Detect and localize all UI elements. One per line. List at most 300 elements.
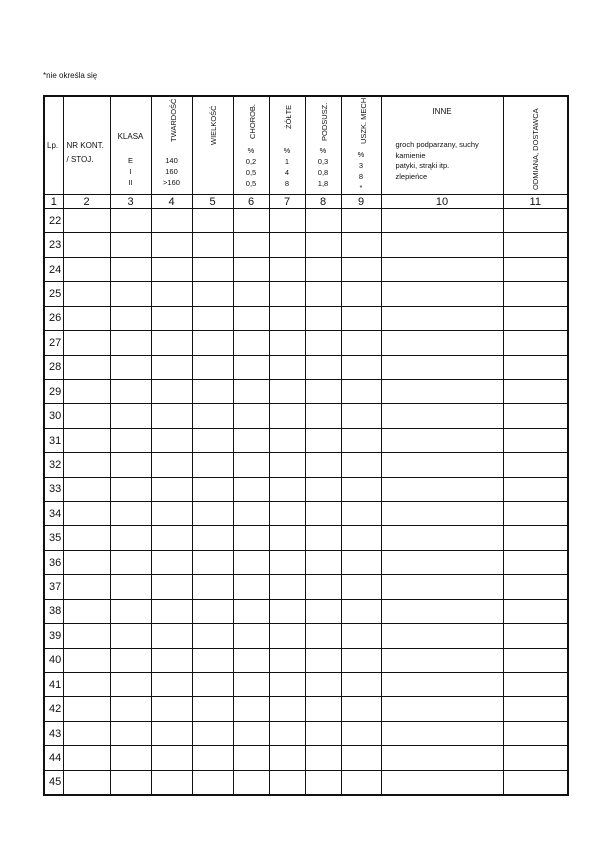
entry-cell[interactable]: [192, 306, 233, 330]
entry-cell[interactable]: [151, 306, 192, 330]
entry-cell[interactable]: [341, 697, 381, 721]
entry-cell[interactable]: [305, 331, 341, 355]
entry-cell[interactable]: [233, 770, 269, 795]
entry-cell[interactable]: [503, 355, 568, 379]
entry-cell[interactable]: [151, 648, 192, 672]
entry-cell[interactable]: [381, 209, 503, 233]
column-number: 3: [110, 195, 151, 209]
entry-cell[interactable]: [305, 257, 341, 281]
entry-cell[interactable]: [233, 648, 269, 672]
entry-cell[interactable]: [381, 379, 503, 403]
entry-cell[interactable]: [341, 575, 381, 599]
entry-cell[interactable]: [341, 453, 381, 477]
entry-cell[interactable]: [63, 575, 110, 599]
chorob-value: %: [247, 146, 255, 155]
entry-cell[interactable]: [381, 550, 503, 574]
entry-cell[interactable]: [381, 477, 503, 501]
header-klasa: [110, 96, 151, 195]
header-nr-kont: [63, 96, 110, 195]
entry-cell[interactable]: [269, 453, 305, 477]
entry-cell[interactable]: [341, 404, 381, 428]
row-number: 30: [44, 404, 63, 428]
entry-cell[interactable]: [305, 453, 341, 477]
entry-cell[interactable]: [110, 746, 151, 770]
entry-cell[interactable]: [151, 746, 192, 770]
uszk-value: *: [359, 183, 363, 192]
entry-cell[interactable]: [269, 648, 305, 672]
entry-cell[interactable]: [63, 770, 110, 795]
header-odmiana-label: ODMIANA, DOSTAWCA: [530, 108, 540, 190]
entry-cell[interactable]: [305, 697, 341, 721]
entry-cell[interactable]: [233, 697, 269, 721]
entry-cell[interactable]: [269, 673, 305, 697]
entry-cell[interactable]: [269, 233, 305, 257]
entry-cell[interactable]: [192, 550, 233, 574]
table-row: [44, 331, 568, 355]
entry-cell[interactable]: [269, 526, 305, 550]
entry-cell[interactable]: [192, 233, 233, 257]
entry-cell[interactable]: [192, 770, 233, 795]
entry-cell[interactable]: [269, 209, 305, 233]
entry-cell[interactable]: [305, 306, 341, 330]
entry-cell[interactable]: [63, 648, 110, 672]
entry-cell[interactable]: [63, 599, 110, 623]
column-number: 9: [341, 195, 381, 209]
row-number: 44: [44, 746, 63, 770]
entry-cell[interactable]: [233, 453, 269, 477]
inne-line: groch podparzany, suchy: [395, 140, 479, 149]
entry-cell[interactable]: [192, 526, 233, 550]
entry-cell[interactable]: [233, 428, 269, 452]
entry-cell[interactable]: [233, 306, 269, 330]
entry-cell[interactable]: [63, 746, 110, 770]
entry-cell[interactable]: [192, 453, 233, 477]
entry-cell[interactable]: [381, 282, 503, 306]
entry-cell[interactable]: [269, 477, 305, 501]
entry-cell[interactable]: [503, 257, 568, 281]
entry-cell[interactable]: [151, 379, 192, 403]
entry-cell[interactable]: [110, 404, 151, 428]
entry-cell[interactable]: [110, 550, 151, 574]
entry-cell[interactable]: [110, 257, 151, 281]
entry-cell[interactable]: [381, 673, 503, 697]
entry-cell[interactable]: [151, 721, 192, 745]
entry-cell[interactable]: [503, 233, 568, 257]
entry-cell[interactable]: [269, 770, 305, 795]
entry-cell[interactable]: [305, 599, 341, 623]
entry-cell[interactable]: [269, 331, 305, 355]
entry-cell[interactable]: [341, 428, 381, 452]
table-row: [44, 257, 568, 281]
entry-cell[interactable]: [151, 502, 192, 526]
entry-cell[interactable]: [503, 575, 568, 599]
entry-cell[interactable]: [305, 624, 341, 648]
entry-cell[interactable]: [110, 233, 151, 257]
entry-cell[interactable]: [110, 599, 151, 623]
entry-cell[interactable]: [269, 550, 305, 574]
entry-cell[interactable]: [63, 721, 110, 745]
entry-cell[interactable]: [341, 477, 381, 501]
entry-cell[interactable]: [63, 502, 110, 526]
entry-cell[interactable]: [63, 624, 110, 648]
entry-cell[interactable]: [110, 355, 151, 379]
entry-cell[interactable]: [503, 599, 568, 623]
entry-cell[interactable]: [341, 721, 381, 745]
entry-cell[interactable]: [110, 624, 151, 648]
entry-cell[interactable]: [192, 282, 233, 306]
entry-cell[interactable]: [305, 477, 341, 501]
entry-cell[interactable]: [110, 453, 151, 477]
entry-cell[interactable]: [233, 599, 269, 623]
entry-cell[interactable]: [110, 209, 151, 233]
row-number: 33: [44, 477, 63, 501]
table-row: [44, 282, 568, 306]
entry-cell[interactable]: [305, 550, 341, 574]
entry-cell[interactable]: [63, 673, 110, 697]
entry-cell[interactable]: [233, 404, 269, 428]
entry-cell[interactable]: [381, 306, 503, 330]
entry-cell[interactable]: [341, 379, 381, 403]
entry-cell[interactable]: [63, 453, 110, 477]
entry-cell[interactable]: [503, 721, 568, 745]
entry-cell[interactable]: [503, 770, 568, 795]
entry-cell[interactable]: [63, 526, 110, 550]
entry-cell[interactable]: [305, 575, 341, 599]
entry-cell[interactable]: [63, 209, 110, 233]
entry-cell[interactable]: [63, 257, 110, 281]
table-row: [44, 721, 568, 745]
entry-cell[interactable]: [233, 477, 269, 501]
entry-cell[interactable]: [63, 428, 110, 452]
row-number: 38: [44, 599, 63, 623]
header-podsusz: [305, 96, 341, 195]
entry-cell[interactable]: [63, 477, 110, 501]
entry-cell[interactable]: [192, 331, 233, 355]
entry-cell[interactable]: [233, 526, 269, 550]
entry-cell[interactable]: [503, 697, 568, 721]
entry-cell[interactable]: [233, 721, 269, 745]
entry-cell[interactable]: [192, 379, 233, 403]
entry-cell[interactable]: [341, 257, 381, 281]
entry-cell[interactable]: [192, 721, 233, 745]
row-number: 23: [44, 233, 63, 257]
entry-cell[interactable]: [341, 770, 381, 795]
entry-cell[interactable]: [305, 648, 341, 672]
entry-cell[interactable]: [151, 453, 192, 477]
entry-cell[interactable]: [151, 233, 192, 257]
entry-cell[interactable]: [233, 575, 269, 599]
row-number: 29: [44, 379, 63, 403]
row-number: 22: [44, 209, 63, 233]
entry-cell[interactable]: [151, 697, 192, 721]
row-number: 34: [44, 502, 63, 526]
entry-cell[interactable]: [110, 282, 151, 306]
entry-cell[interactable]: [305, 233, 341, 257]
entry-cell[interactable]: [63, 331, 110, 355]
entry-cell[interactable]: [63, 282, 110, 306]
table-row: [44, 697, 568, 721]
entry-cell[interactable]: [63, 550, 110, 574]
entry-cell[interactable]: [341, 673, 381, 697]
entry-cell[interactable]: [341, 526, 381, 550]
entry-cell[interactable]: [305, 404, 341, 428]
entry-cell[interactable]: [192, 209, 233, 233]
podsusz-value: 0,8: [317, 168, 329, 177]
entry-cell[interactable]: [341, 355, 381, 379]
entry-cell[interactable]: [63, 355, 110, 379]
entry-cell[interactable]: [381, 453, 503, 477]
entry-cell[interactable]: [192, 404, 233, 428]
entry-cell[interactable]: [305, 502, 341, 526]
header-wielkosc-label: WIELKOŚĆ: [208, 105, 218, 145]
entry-cell[interactable]: [503, 209, 568, 233]
entry-cell[interactable]: [381, 428, 503, 452]
entry-cell[interactable]: [381, 257, 503, 281]
entry-cell[interactable]: [233, 746, 269, 770]
entry-cell[interactable]: [503, 746, 568, 770]
row-number: 43: [44, 721, 63, 745]
entry-cell[interactable]: [192, 599, 233, 623]
entry-cell[interactable]: [381, 624, 503, 648]
entry-cell[interactable]: [503, 550, 568, 574]
entry-cell[interactable]: [341, 306, 381, 330]
entry-cell[interactable]: [151, 331, 192, 355]
entry-cell[interactable]: [192, 697, 233, 721]
entry-cell[interactable]: [341, 599, 381, 623]
entry-cell[interactable]: [381, 233, 503, 257]
column-number: 11: [503, 195, 568, 209]
entry-cell[interactable]: [151, 770, 192, 795]
entry-cell[interactable]: [110, 673, 151, 697]
entry-cell[interactable]: [63, 697, 110, 721]
entry-cell[interactable]: [110, 502, 151, 526]
entry-cell[interactable]: [305, 428, 341, 452]
entry-cell[interactable]: [503, 379, 568, 403]
entry-cell[interactable]: [503, 526, 568, 550]
entry-cell[interactable]: [503, 673, 568, 697]
entry-cell[interactable]: [151, 624, 192, 648]
entry-cell[interactable]: [381, 599, 503, 623]
entry-cell[interactable]: [192, 575, 233, 599]
klasa-values: [111, 155, 151, 188]
entry-cell[interactable]: [151, 404, 192, 428]
entry-cell[interactable]: [151, 575, 192, 599]
entry-cell[interactable]: [233, 502, 269, 526]
entry-cell[interactable]: [151, 257, 192, 281]
entry-cell[interactable]: [381, 404, 503, 428]
entry-cell[interactable]: [341, 209, 381, 233]
entry-cell[interactable]: [269, 428, 305, 452]
entry-cell[interactable]: [233, 624, 269, 648]
entry-cell[interactable]: [269, 282, 305, 306]
entry-cell[interactable]: [110, 428, 151, 452]
entry-cell[interactable]: [151, 477, 192, 501]
entry-cell[interactable]: [110, 306, 151, 330]
entry-cell[interactable]: [151, 526, 192, 550]
entry-cell[interactable]: [341, 550, 381, 574]
entry-cell[interactable]: [110, 331, 151, 355]
entry-cell[interactable]: [503, 648, 568, 672]
entry-cell[interactable]: [503, 477, 568, 501]
header-klasa-label: KLASA: [117, 132, 144, 141]
inne-line: kamienie: [395, 150, 426, 160]
entry-cell[interactable]: [151, 550, 192, 574]
entry-cell[interactable]: [305, 721, 341, 745]
row-number: 24: [44, 257, 63, 281]
entry-cell[interactable]: [381, 770, 503, 795]
column-number: 8: [305, 195, 341, 209]
entry-cell[interactable]: [503, 282, 568, 306]
entry-cell[interactable]: [192, 673, 233, 697]
entry-cell[interactable]: [341, 233, 381, 257]
entry-cell[interactable]: [63, 379, 110, 403]
uszk-value: 8: [358, 172, 364, 181]
chorob-value: 0,5: [245, 179, 257, 188]
entry-cell[interactable]: [110, 477, 151, 501]
entry-cell[interactable]: [503, 453, 568, 477]
entry-cell[interactable]: [503, 428, 568, 452]
entry-cell[interactable]: [341, 502, 381, 526]
entry-cell[interactable]: [233, 550, 269, 574]
row-number: 27: [44, 331, 63, 355]
inne-line: zlepieńce: [395, 171, 428, 181]
entry-cell[interactable]: [192, 428, 233, 452]
entry-cell[interactable]: [269, 355, 305, 379]
entry-cell[interactable]: [381, 355, 503, 379]
row-number: 32: [44, 453, 63, 477]
entry-cell[interactable]: [110, 770, 151, 795]
entry-cell[interactable]: [151, 209, 192, 233]
uszk-value: 3: [358, 161, 364, 170]
entry-cell[interactable]: [192, 355, 233, 379]
zolte-values: [270, 145, 305, 189]
entry-cell[interactable]: [63, 404, 110, 428]
entry-cell[interactable]: [503, 331, 568, 355]
entry-cell[interactable]: [305, 379, 341, 403]
entry-cell[interactable]: [110, 697, 151, 721]
entry-cell[interactable]: [233, 209, 269, 233]
entry-cell[interactable]: [341, 624, 381, 648]
entry-cell[interactable]: [192, 257, 233, 281]
entry-cell[interactable]: [269, 746, 305, 770]
row-number: 26: [44, 306, 63, 330]
entry-cell[interactable]: [233, 379, 269, 403]
entry-cell[interactable]: [233, 233, 269, 257]
entry-cell[interactable]: [269, 379, 305, 403]
entry-cell[interactable]: [110, 648, 151, 672]
entry-cell[interactable]: [151, 428, 192, 452]
entry-cell[interactable]: [63, 306, 110, 330]
entry-cell[interactable]: [110, 379, 151, 403]
entry-cell[interactable]: [381, 697, 503, 721]
entry-cell[interactable]: [269, 599, 305, 623]
row-number: 42: [44, 697, 63, 721]
entry-cell[interactable]: [341, 331, 381, 355]
entry-cell[interactable]: [305, 673, 341, 697]
entry-cell[interactable]: [269, 404, 305, 428]
entry-cell[interactable]: [192, 648, 233, 672]
header-twardosc: [151, 96, 192, 195]
entry-cell[interactable]: [381, 526, 503, 550]
entry-cell[interactable]: [151, 599, 192, 623]
entry-cell[interactable]: [305, 209, 341, 233]
entry-cell[interactable]: [110, 575, 151, 599]
column-number: 7: [269, 195, 305, 209]
inne-line: patyki, strąki itp.: [395, 161, 450, 170]
entry-cell[interactable]: [63, 233, 110, 257]
table-row: [44, 770, 568, 795]
row-number: 45: [44, 770, 63, 795]
klasa-value: I: [129, 167, 132, 176]
entry-cell[interactable]: [341, 648, 381, 672]
entry-cell[interactable]: [503, 306, 568, 330]
twardosc-value: 160: [165, 167, 178, 176]
entry-cell[interactable]: [341, 282, 381, 306]
entry-cell[interactable]: [192, 624, 233, 648]
chorob-values: [234, 145, 269, 189]
entry-cell[interactable]: [305, 526, 341, 550]
entry-cell[interactable]: [341, 746, 381, 770]
entry-cell[interactable]: [269, 306, 305, 330]
entry-cell[interactable]: [233, 282, 269, 306]
entry-cell[interactable]: [305, 770, 341, 795]
header-inne: [381, 96, 503, 195]
entry-cell[interactable]: [381, 648, 503, 672]
entry-cell[interactable]: [269, 697, 305, 721]
entry-cell[interactable]: [305, 282, 341, 306]
podsusz-values: [306, 145, 341, 189]
entry-cell[interactable]: [269, 624, 305, 648]
row-number: 28: [44, 355, 63, 379]
podsusz-value: 0,3: [317, 157, 329, 166]
entry-cell[interactable]: [381, 575, 503, 599]
entry-cell[interactable]: [233, 257, 269, 281]
entry-cell[interactable]: [381, 746, 503, 770]
entry-cell[interactable]: [151, 355, 192, 379]
header-chorob-label: CHOROB.: [247, 103, 257, 139]
entry-cell[interactable]: [503, 624, 568, 648]
entry-cell[interactable]: [381, 331, 503, 355]
table-row: [44, 746, 568, 770]
entry-cell[interactable]: [269, 257, 305, 281]
column-number: 4: [151, 195, 192, 209]
table-row: [44, 306, 568, 330]
entry-cell[interactable]: [192, 746, 233, 770]
entry-cell[interactable]: [381, 502, 503, 526]
entry-cell[interactable]: [503, 404, 568, 428]
entry-cell[interactable]: [151, 282, 192, 306]
entry-cell[interactable]: [503, 502, 568, 526]
entry-cell[interactable]: [269, 575, 305, 599]
entry-cell[interactable]: [233, 673, 269, 697]
entry-cell[interactable]: [233, 355, 269, 379]
column-number: 10: [381, 195, 503, 209]
entry-cell[interactable]: [233, 331, 269, 355]
entry-cell[interactable]: [269, 721, 305, 745]
header-row: [44, 96, 568, 195]
entry-cell[interactable]: [381, 721, 503, 745]
entry-cell[interactable]: [110, 526, 151, 550]
entry-cell[interactable]: [305, 746, 341, 770]
entry-cell[interactable]: [269, 502, 305, 526]
entry-cell[interactable]: [110, 721, 151, 745]
entry-cell[interactable]: [151, 673, 192, 697]
entry-cell[interactable]: [305, 355, 341, 379]
entry-cell[interactable]: [192, 502, 233, 526]
row-number: 35: [44, 526, 63, 550]
entry-cell[interactable]: [192, 477, 233, 501]
table-row: [44, 209, 568, 233]
